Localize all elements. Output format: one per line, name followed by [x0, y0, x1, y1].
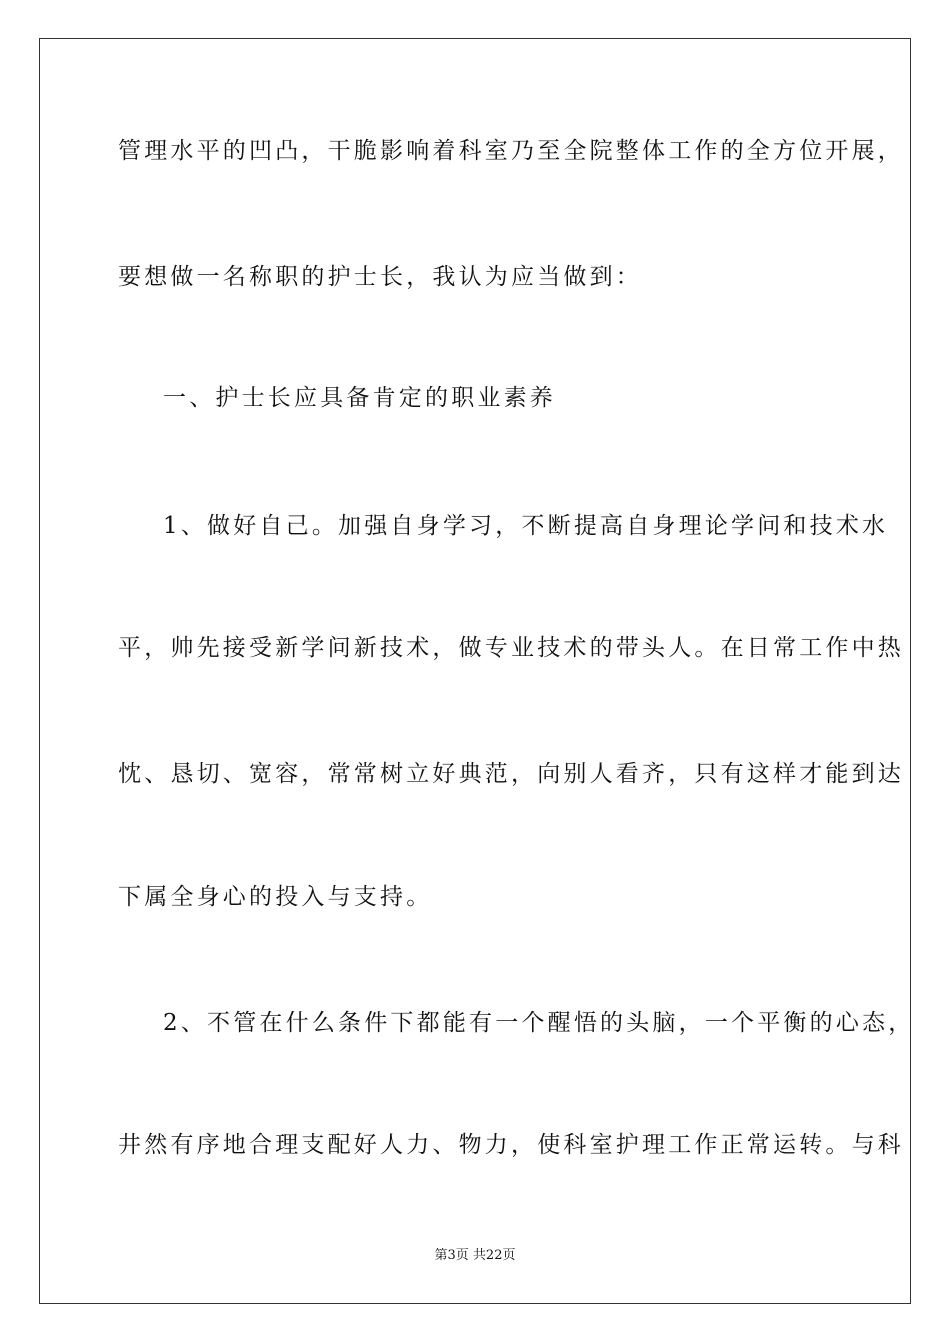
body-line-4: 1、做好自己。加强自身学习，不断提高自身理论学问和技术水 [163, 513, 889, 539]
body-line-5: 平，帅先接受新学问新技术，做专业技术的带头人。在日常工作中热 [118, 635, 904, 661]
body-line-1: 管理水平的凹凸，干脆影响着科室乃至全院整体工作的全方位开展， [118, 138, 904, 164]
page-number-footer: 第3页 共22页 [434, 1248, 516, 1263]
body-line-9: 井然有序地合理支配好人力、物力，使科室护理工作正常运转。与科 [118, 1132, 904, 1158]
body-line-8: 2、不管在什么条件下都能有一个醒悟的头脑，一个平衡的心态， [163, 1010, 915, 1036]
body-line-2: 要想做一名称职的护士长，我认为应当做到： [118, 264, 642, 290]
page-border [39, 38, 911, 1304]
body-line-7: 下属全身心的投入与支持。 [118, 884, 433, 910]
section-heading: 一、护士长应具备肯定的职业素养 [163, 385, 556, 411]
body-line-6: 忱、恳切、宽容，常常树立好典范，向别人看齐，只有这样才能到达 [118, 761, 904, 787]
